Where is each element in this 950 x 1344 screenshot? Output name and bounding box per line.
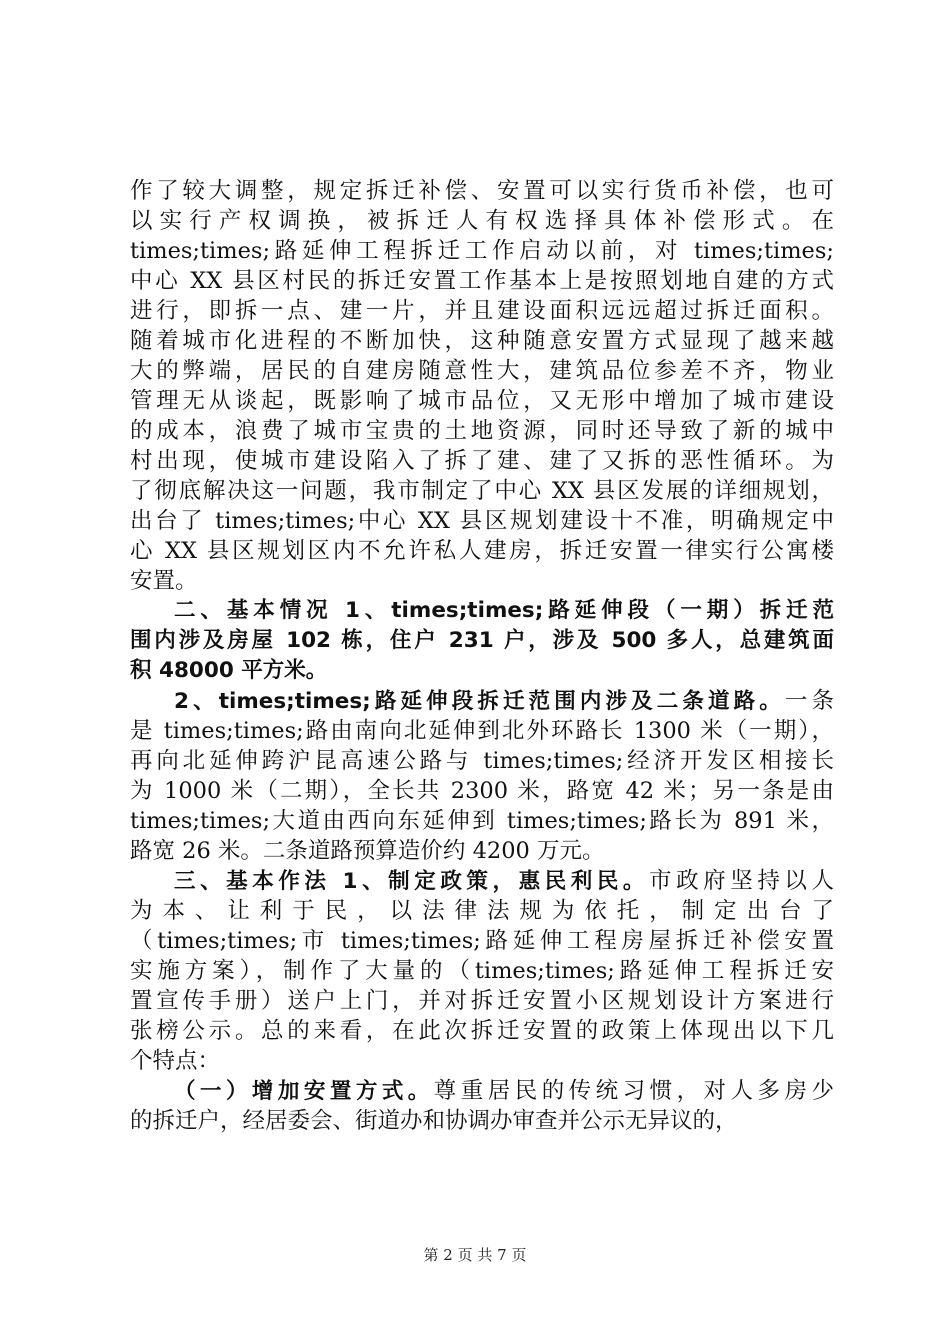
- text-line: 进行，即拆一点、建一片，并且建设面积远远超过拆迁面积。: [130, 298, 834, 324]
- document-body: [130, 176, 834, 1136]
- paragraph-resettlement-modes: [130, 1076, 834, 1136]
- text-line: 了彻底解决这一问题，我市制定了中心 XX 县区发展的详细规划，: [130, 478, 834, 504]
- bold-lead: 2、times;times;路延伸段拆迁范围内涉及二条道路。: [174, 689, 785, 714]
- lead-rest: 一条: [784, 688, 834, 714]
- bold-text-line: 围内涉及房屋 102 栋，住户 231 户，涉及 500 多人，总建筑面: [130, 628, 834, 653]
- lead-rest: 市政府坚持以人: [649, 868, 834, 894]
- text-line: 心 XX 县区规划区内不允许私人建房，拆迁安置一律实行公寓楼: [130, 538, 834, 564]
- text-line: [130, 1076, 834, 1106]
- text-line: 中心 XX 县区村民的拆迁安置工作基本上是按照划地自建的方式: [130, 268, 834, 294]
- text-line: times;times;路延伸工程拆迁工作启动以前，对 times;times;: [130, 238, 834, 264]
- text-line: 实施方案），制作了大量的（times;times;路延伸工程拆迁安: [130, 958, 834, 984]
- bold-lead: 三、基本作法 1、制定政策，惠民利民。: [174, 869, 649, 894]
- paragraph-relocation-policy: [130, 176, 834, 596]
- text-line: 随着城市化进程的不断加快，这种随意安置方式显现了越来越: [130, 328, 834, 354]
- text-line: 出台了 times;times;中心 XX 县区规划建设十不准，明确规定中: [130, 508, 834, 534]
- paragraph-roads: [130, 686, 834, 866]
- section-heading-line: 二、基本情况 1、times;times;路延伸段（一期）拆迁范: [174, 598, 834, 623]
- text-line: 张榜公示。总的来看，在此次拆迁安置的政策上体现出以下几: [130, 1018, 834, 1044]
- bold-text-line: 积 48000 平方米。: [130, 658, 328, 683]
- text-line: 大的弊端，居民的自建房随意性大，建筑品位参差不齐，物业: [130, 358, 834, 384]
- paragraph-basic-situation: [130, 596, 834, 686]
- bold-lead: （一）增加安置方式。: [174, 1079, 434, 1104]
- text-line: 作了较大调整，规定拆迁补偿、安置可以实行货币补偿，也可: [130, 178, 834, 204]
- text-line: 路宽 26 米。二条道路预算造价约 4200 万元。: [130, 838, 605, 864]
- text-line: 再向北延伸跨沪昆高速公路与 times;times;经济开发区相接长: [130, 748, 834, 774]
- text-line: 为 1000 米（二期），全长共 2300 米，路宽 42 米；另一条是由: [130, 778, 834, 804]
- text-line: 安置。: [130, 568, 198, 594]
- text-line: [130, 686, 834, 716]
- text-line: 为本、让利于民，以法律法规为依托，制定出台了: [130, 898, 834, 924]
- text-line: [130, 866, 834, 896]
- text-line: 个特点：: [130, 1048, 221, 1074]
- text-line: 是 times;times;路由南向北延伸到北外环路长 1300 米（一期），: [130, 718, 834, 744]
- text-line: 村出现，使城市建设陷入了拆了建、建了又拆的恶性循环。为: [130, 448, 834, 474]
- text-line: 置宣传手册）送户上门，并对拆迁安置小区规划设计方案进行: [130, 988, 834, 1014]
- text-line: times;times;大道由西向东延伸到 times;times;路长为 891 米，: [130, 808, 834, 834]
- paragraph-basic-methods: [130, 866, 834, 1076]
- page-number-footer: 第 2 页 共 7 页: [423, 1246, 527, 1264]
- text-line: 的成本，浪费了城市宝贵的土地资源，同时还导致了新的城中: [130, 418, 834, 444]
- text-line: 的拆迁户，经居委会、街道办和协调办审查并公示无异议的，: [130, 1108, 738, 1134]
- lead-rest: 尊重居民的传统习惯，对人多房少: [433, 1078, 834, 1104]
- text-line: 管理无从谈起，既影响了城市品位，又无形中增加了城市建设: [130, 388, 834, 414]
- text-line: 以实行产权调换，被拆迁人有权选择具体补偿形式。在: [130, 208, 834, 234]
- text-line: （times;times;市 times;times;路延伸工程房屋拆迁补偿安置: [130, 928, 834, 954]
